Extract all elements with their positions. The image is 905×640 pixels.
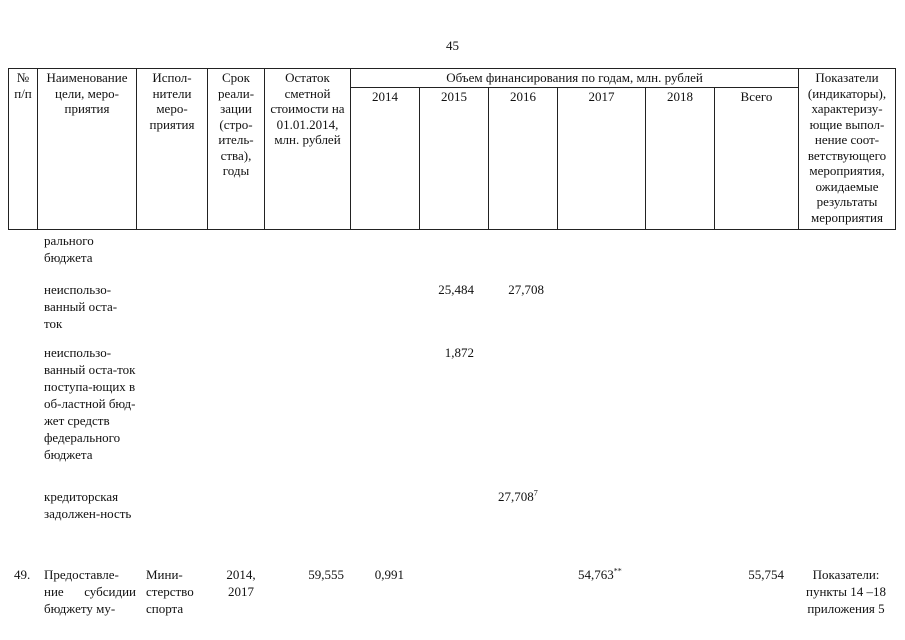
header-year-2015: 2015 — [420, 87, 489, 230]
row-payables-2016 — [498, 488, 538, 505]
row-49-2017-value: 54,763 — [578, 567, 614, 582]
header-total: Всего — [715, 87, 799, 230]
header-col-executor: Испол-нители меро-приятия — [137, 69, 208, 230]
row-unused-federal-2015: 1,872 — [444, 345, 474, 360]
header-col-term: Срок реали-зации (стро-итель-ства), годы — [208, 69, 265, 230]
row-49-total: 55,754 — [748, 567, 784, 582]
row-unused-balance-2016: 27,708 — [508, 282, 544, 297]
table-header — [8, 68, 896, 230]
row-49-2017 — [578, 566, 622, 583]
row-payables-2016-value: 27,708 — [498, 489, 534, 504]
row-unused-balance-2015: 25,484 — [438, 282, 474, 297]
row-49-2014: 0,991 — [374, 567, 404, 582]
row-continuation-name: рального бюджета — [44, 233, 94, 265]
row-payables-name: кредиторская задолжен-ность — [44, 489, 132, 521]
row-49-term: 2014, 2017 — [226, 567, 256, 599]
row-49-name: Предоставле-ние субсидии бюджету му- — [44, 567, 136, 616]
header-year-2018: 2018 — [646, 87, 715, 230]
header-year-2016: 2016 — [489, 87, 558, 230]
header-col-indicators: Показатели (индикаторы), характеризу-ющие выпол-нение соот-ветствующего мероприятия, ожидаемые результаты мероприятия — [799, 69, 896, 230]
row-unused-balance-name: неиспользо-ванный оста-ток — [44, 282, 118, 331]
row-49-rest: 59,555 — [308, 567, 344, 582]
row-49-2017-footnote: ** — [613, 566, 622, 576]
header-col-no: № п/п — [9, 69, 38, 230]
row-payables-2016-footnote: 7 — [533, 488, 538, 498]
page-number: 45 — [446, 38, 459, 53]
header-col-name: Наименование цели, меро-приятия — [38, 69, 137, 230]
header-col-rest: Остаток сметной стоимости на 01.01.2014, млн. рублей — [265, 69, 351, 230]
header-year-2014: 2014 — [351, 87, 420, 230]
header-year-2017: 2017 — [558, 87, 646, 230]
row-49-number: 49. — [14, 567, 31, 582]
row-unused-federal-name: неиспользо-ванный оста-ток поступа-ющих в об-ластной бюд-жет средств федерального бюджета — [44, 345, 136, 462]
row-49-indicators: Показатели: пункты 14 –18 приложения 5 — [806, 567, 886, 616]
row-49-executor: Мини-стерство спорта — [146, 567, 194, 616]
header-col-funding: Объем финансирования по годам, млн. рублей — [351, 69, 799, 88]
